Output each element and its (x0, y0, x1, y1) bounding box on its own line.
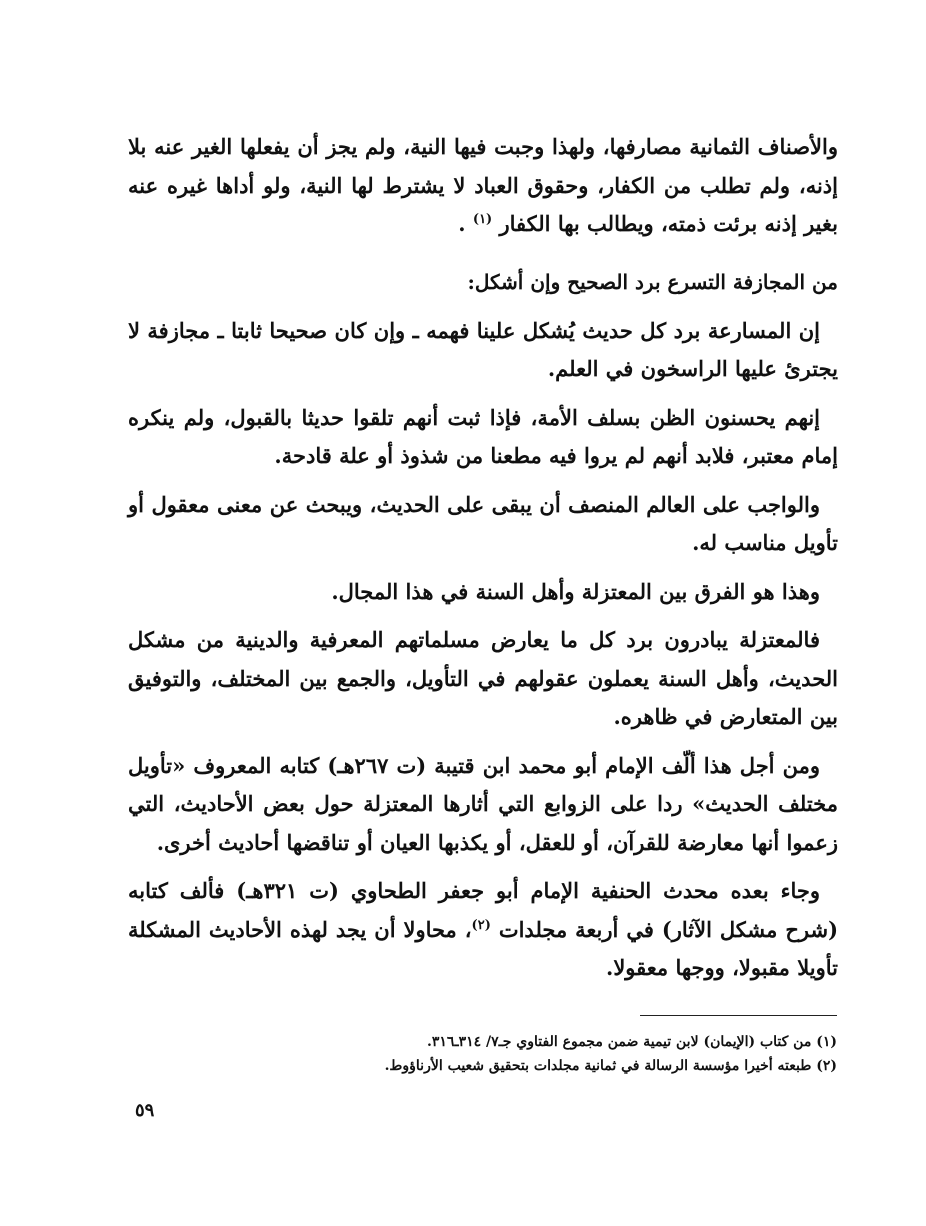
footnote-1: (١) من كتاب (الإيمان) لابن تيمية ضمن مجموع الفتاوي جـ٧/ ٣١٤ـ٣١٦. (427, 1034, 837, 1050)
paragraph-end: . (458, 211, 473, 236)
paragraph-6: فالمعتزلة يبادرون برد كل ما يعارض مسلماتهم المعرفية والدينية من مشكل الحديث، وأهل السنة يعملون عقولهم في التأويل، والجمع بين المختلف، والتوفيق بين المتعارض في ظاهره. (128, 627, 838, 729)
footnote-ref-2[interactable]: (٢) (471, 917, 491, 933)
footnote-ref-1[interactable]: (١) (472, 212, 493, 227)
page-number: ٥٩ (135, 1100, 155, 1121)
paragraph-8 (128, 872, 838, 988)
paragraph-1 (128, 128, 838, 244)
main-text (128, 128, 838, 998)
footnote-2: (٢) طبعته أخيرا مؤسسة الرسالة في ثمانية مجلدات بتحقيق شعيب الأرناؤوط. (384, 1058, 837, 1074)
paragraph-2: إن المسارعة برد كل حديث يُشكل علينا فهمه ـ وإن كان صحيحا ثابتا ـ مجازفة لا يجترئ عليها الراسخون في العلم. (128, 317, 838, 381)
paragraph-5: وهذا هو الفرق بين المعتزلة وأهل السنة في هذا المجال. (331, 578, 820, 604)
paragraph-3: إنهم يحسنون الظن بسلف الأمة، فإذا ثبت أنهم تلقوا حديثا بالقبول، ولم ينكره إمام معتبر، فلابد أنهم لم يروا فيه مطعنا من شذوذ أو علة قادحة. (128, 404, 838, 468)
paragraph-text: وجاء بعده محدث الحنفية الإمام أبو جعفر الطحاوي (ت ٣٢١هـ) فألف كتابه (شرح مشكل الآثار) في أربعة مجلدات (128, 878, 839, 942)
paragraph-text-cont: ، محاولا أن يجد لهذه الأحاديث المشكلة تأويلا مقبولا، ووجها معقولا. (128, 916, 838, 980)
footnote-separator (640, 1015, 837, 1016)
paragraph-4: والواجب على العالم المنصف أن يبقى على الحديث، ويبحث عن معنى معقول أو تأويل مناسب له. (128, 491, 838, 555)
section-heading: من المجازفة التسرع برد الصحيح وإن أشكل: (467, 269, 838, 294)
paragraph-text: والأصناف الثمانية مصارفها، ولهذا وجبت فيها النية، ولم يجز أن يفعلها الغير عنه بلا إذنه، ولم تطلب من الكفار، وحقوق العباد لا يشترط لها النية، ولو أداها غيره عنه بغير إذنه برئت ذمته، ويطالب بها الكفار (128, 134, 838, 236)
paragraph-7: ومن أجل هذا ألّف الإمام أبو محمد ابن قتيبة (ت ٢٦٧هـ) كتابه المعروف «تأويل مختلف الحديث» ردا على الزوابع التي أثارها المعتزلة حول بعض الأحاديث، التي زعموا أنها معارضة للقرآن، أو للعقل، أو يكذبها العيان أو تناقضها أحاديث أخرى. (128, 752, 838, 855)
footnotes (300, 1030, 837, 1078)
